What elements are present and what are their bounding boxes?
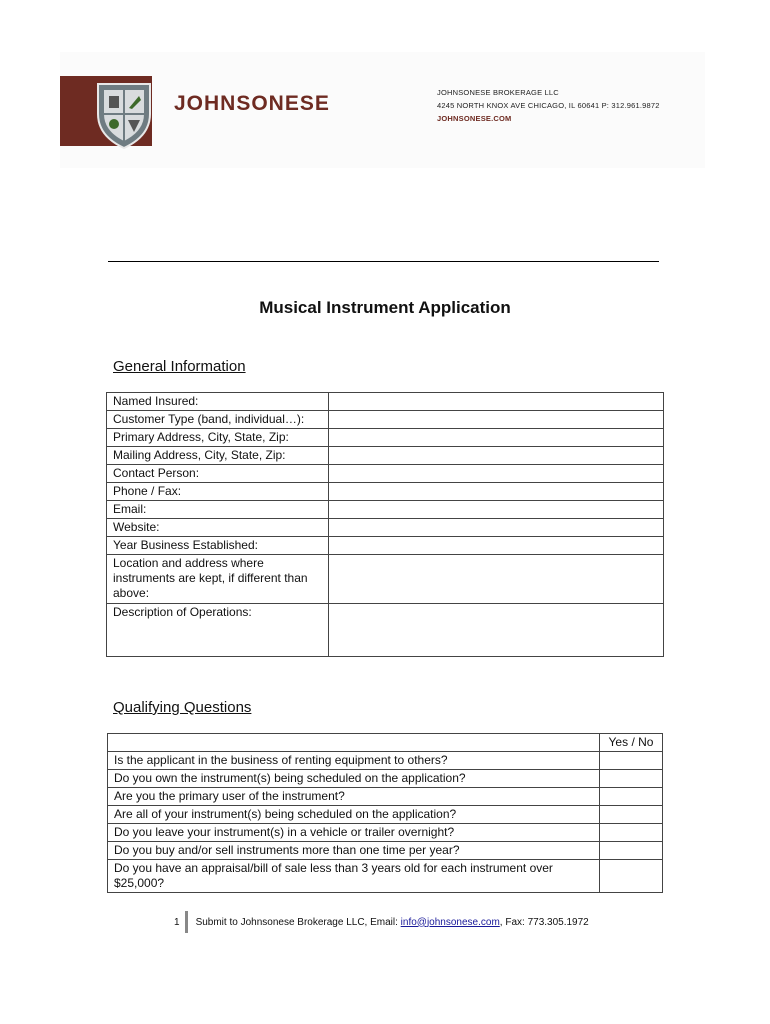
yes-no-header: Yes / No [600, 734, 663, 752]
field-label: Website: [107, 519, 329, 537]
company-contact-block [437, 86, 660, 125]
question-text: Are you the primary user of the instrument? [108, 788, 600, 806]
general-information-heading: General Information [113, 358, 246, 375]
field-value-cell[interactable] [329, 537, 664, 555]
question-row [108, 860, 663, 893]
yes-no-answer-cell[interactable] [600, 788, 663, 806]
question-row [108, 806, 663, 824]
question-text: Are all of your instrument(s) being scheduled on the application? [108, 806, 600, 824]
shield-logo-icon [94, 78, 154, 150]
general-info-row [107, 393, 664, 411]
question-row [108, 752, 663, 770]
yes-no-answer-cell[interactable] [600, 806, 663, 824]
page-footer [174, 911, 589, 933]
general-info-row [107, 501, 664, 519]
field-value-cell[interactable] [329, 411, 664, 429]
field-label: Description of Operations: [107, 604, 329, 657]
question-text: Do you buy and/or sell instruments more than one time per year? [108, 842, 600, 860]
questions-header-row [108, 734, 663, 752]
company-address: 4245 NORTH KNOX AVE CHICAGO, IL 60641 P: 312.961.9872 [437, 101, 660, 110]
qualifying-questions-heading: Qualifying Questions [113, 699, 252, 716]
field-label: Primary Address, City, State, Zip: [107, 429, 329, 447]
field-value-cell[interactable] [329, 447, 664, 465]
question-text: Do you leave your instrument(s) in a vehicle or trailer overnight? [108, 824, 600, 842]
question-row [108, 842, 663, 860]
general-info-row [107, 537, 664, 555]
company-name: JOHNSONESE BROKERAGE LLC [437, 88, 559, 97]
field-value-cell[interactable] [329, 465, 664, 483]
question-row [108, 770, 663, 788]
footer-text [196, 917, 589, 928]
question-header-cell [108, 734, 600, 752]
page-number: 1 [174, 916, 180, 928]
field-value-cell[interactable] [329, 429, 664, 447]
field-value-cell[interactable] [329, 555, 664, 604]
footer-separator [185, 911, 188, 933]
question-row [108, 788, 663, 806]
field-label: Email: [107, 501, 329, 519]
general-info-row [107, 519, 664, 537]
general-info-row [107, 483, 664, 501]
field-label: Location and address where instruments are kept, if different than above: [107, 555, 329, 604]
yes-no-answer-cell[interactable] [600, 824, 663, 842]
field-value-cell[interactable] [329, 519, 664, 537]
field-label: Named Insured: [107, 393, 329, 411]
field-label: Mailing Address, City, State, Zip: [107, 447, 329, 465]
general-info-row [107, 555, 664, 604]
brand-name: JOHNSONESE [174, 92, 330, 115]
company-website: JOHNSONESE.COM [437, 114, 512, 123]
yes-no-answer-cell[interactable] [600, 860, 663, 893]
question-row [108, 824, 663, 842]
field-value-cell[interactable] [329, 483, 664, 501]
footer-submit-text: Submit to Johnsonese Brokerage LLC, Email: [195, 916, 401, 928]
field-value-cell[interactable] [329, 501, 664, 519]
field-label: Phone / Fax: [107, 483, 329, 501]
field-label: Customer Type (band, individual…): [107, 411, 329, 429]
general-info-row [107, 447, 664, 465]
page-title: Musical Instrument Application [259, 298, 511, 317]
question-text: Is the applicant in the business of renting equipment to others? [108, 752, 600, 770]
qualifying-questions-table [107, 733, 663, 893]
general-info-row [107, 411, 664, 429]
field-value-cell[interactable] [329, 604, 664, 657]
horizontal-rule [108, 261, 659, 262]
field-label: Year Business Established: [107, 537, 329, 555]
yes-no-answer-cell[interactable] [600, 752, 663, 770]
question-text: Do you own the instrument(s) being scheduled on the application? [108, 770, 600, 788]
general-information-table [106, 392, 664, 657]
letterhead [60, 52, 705, 168]
yes-no-answer-cell[interactable] [600, 842, 663, 860]
field-value-cell[interactable] [329, 393, 664, 411]
yes-no-answer-cell[interactable] [600, 770, 663, 788]
general-info-row [107, 429, 664, 447]
general-info-row [107, 465, 664, 483]
footer-email-link[interactable]: info@johnsonese.com [400, 916, 500, 928]
general-info-row [107, 604, 664, 657]
question-text: Do you have an appraisal/bill of sale less than 3 years old for each instrument over $25,000? [108, 860, 600, 893]
field-label: Contact Person: [107, 465, 329, 483]
footer-fax-text: , Fax: 773.305.1972 [499, 916, 589, 928]
